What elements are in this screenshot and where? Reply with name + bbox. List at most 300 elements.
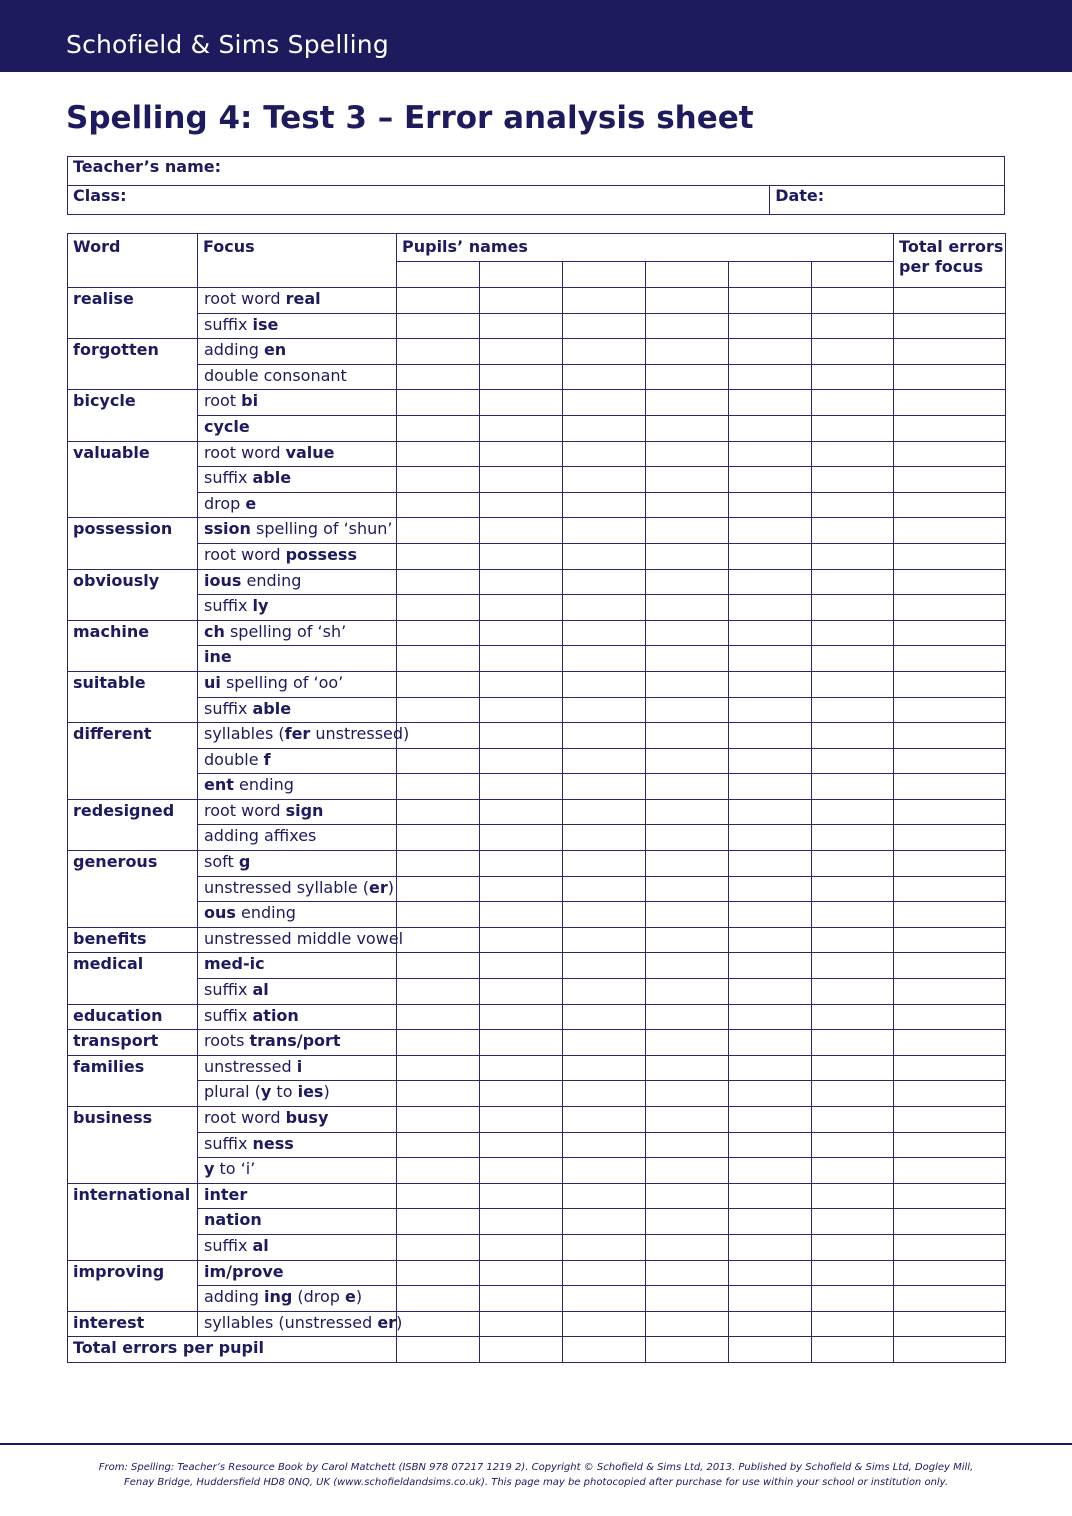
pupil-error-cell[interactable] bbox=[397, 1107, 480, 1133]
pupil-error-cell[interactable] bbox=[563, 620, 646, 646]
total-errors-per-focus-cell[interactable] bbox=[894, 979, 1006, 1005]
pupil-total-cell[interactable] bbox=[480, 1337, 563, 1363]
pupil-error-cell[interactable] bbox=[480, 953, 563, 979]
total-errors-per-focus-cell[interactable] bbox=[894, 415, 1006, 441]
pupil-error-cell[interactable] bbox=[812, 1234, 894, 1260]
pupil-error-cell[interactable] bbox=[480, 697, 563, 723]
pupil-error-cell[interactable] bbox=[397, 1183, 480, 1209]
pupil-error-cell[interactable] bbox=[397, 467, 480, 493]
pupil-error-cell[interactable] bbox=[812, 1183, 894, 1209]
pupil-error-cell[interactable] bbox=[563, 1081, 646, 1107]
pupil-error-cell[interactable] bbox=[397, 902, 480, 928]
pupil-error-cell[interactable] bbox=[646, 1107, 729, 1133]
pupil-error-cell[interactable] bbox=[480, 1030, 563, 1056]
pupil-error-cell[interactable] bbox=[729, 902, 812, 928]
pupil-error-cell[interactable] bbox=[480, 390, 563, 416]
pupil-error-cell[interactable] bbox=[812, 799, 894, 825]
pupil-error-cell[interactable] bbox=[480, 774, 563, 800]
pupil-error-cell[interactable] bbox=[480, 979, 563, 1005]
pupil-error-cell[interactable] bbox=[480, 1260, 563, 1286]
total-errors-per-focus-cell[interactable] bbox=[894, 364, 1006, 390]
pupil-error-cell[interactable] bbox=[563, 390, 646, 416]
pupil-error-cell[interactable] bbox=[480, 313, 563, 339]
pupil-error-cell[interactable] bbox=[397, 1311, 480, 1337]
pupil-error-cell[interactable] bbox=[563, 979, 646, 1005]
pupil-error-cell[interactable] bbox=[397, 927, 480, 953]
pupil-error-cell[interactable] bbox=[646, 518, 729, 544]
pupil-error-cell[interactable] bbox=[646, 313, 729, 339]
pupil-error-cell[interactable] bbox=[646, 1055, 729, 1081]
pupil-error-cell[interactable] bbox=[397, 441, 480, 467]
pupil-error-cell[interactable] bbox=[729, 1004, 812, 1030]
pupil-error-cell[interactable] bbox=[729, 1055, 812, 1081]
pupil-error-cell[interactable] bbox=[646, 697, 729, 723]
pupil-error-cell[interactable] bbox=[397, 646, 480, 672]
pupil-error-cell[interactable] bbox=[729, 441, 812, 467]
pupil-error-cell[interactable] bbox=[812, 492, 894, 518]
pupil-error-cell[interactable] bbox=[646, 774, 729, 800]
total-errors-per-focus-cell[interactable] bbox=[894, 1132, 1006, 1158]
total-errors-per-focus-cell[interactable] bbox=[894, 1004, 1006, 1030]
pupil-error-cell[interactable] bbox=[812, 1004, 894, 1030]
total-errors-per-focus-cell[interactable] bbox=[894, 569, 1006, 595]
total-errors-per-focus-cell[interactable] bbox=[894, 1260, 1006, 1286]
pupil-error-cell[interactable] bbox=[812, 1209, 894, 1235]
pupil-error-cell[interactable] bbox=[646, 748, 729, 774]
pupil-error-cell[interactable] bbox=[729, 364, 812, 390]
pupil-error-cell[interactable] bbox=[563, 518, 646, 544]
pupil-error-cell[interactable] bbox=[646, 902, 729, 928]
pupil-error-cell[interactable] bbox=[646, 646, 729, 672]
pupil-error-cell[interactable] bbox=[397, 953, 480, 979]
total-errors-per-focus-cell[interactable] bbox=[894, 518, 1006, 544]
pupil-name-cell[interactable] bbox=[397, 261, 480, 287]
class-field[interactable] bbox=[68, 186, 770, 215]
pupil-error-cell[interactable] bbox=[563, 851, 646, 877]
pupil-error-cell[interactable] bbox=[397, 799, 480, 825]
total-errors-per-focus-cell[interactable] bbox=[894, 825, 1006, 851]
pupil-error-cell[interactable] bbox=[563, 799, 646, 825]
pupil-error-cell[interactable] bbox=[729, 1158, 812, 1184]
pupil-error-cell[interactable] bbox=[812, 595, 894, 621]
pupil-error-cell[interactable] bbox=[729, 697, 812, 723]
pupil-error-cell[interactable] bbox=[563, 748, 646, 774]
pupil-error-cell[interactable] bbox=[563, 1004, 646, 1030]
pupil-error-cell[interactable] bbox=[397, 1081, 480, 1107]
pupil-error-cell[interactable] bbox=[646, 1209, 729, 1235]
pupil-error-cell[interactable] bbox=[812, 364, 894, 390]
total-errors-per-focus-cell[interactable] bbox=[894, 1158, 1006, 1184]
pupil-error-cell[interactable] bbox=[480, 595, 563, 621]
pupil-error-cell[interactable] bbox=[812, 979, 894, 1005]
pupil-total-cell[interactable] bbox=[563, 1337, 646, 1363]
pupil-error-cell[interactable] bbox=[480, 748, 563, 774]
grand-total-cell[interactable] bbox=[894, 1337, 1006, 1363]
pupil-error-cell[interactable] bbox=[563, 671, 646, 697]
pupil-error-cell[interactable] bbox=[646, 851, 729, 877]
pupil-total-cell[interactable] bbox=[397, 1337, 480, 1363]
pupil-error-cell[interactable] bbox=[812, 902, 894, 928]
pupil-error-cell[interactable] bbox=[397, 595, 480, 621]
total-errors-per-focus-cell[interactable] bbox=[894, 774, 1006, 800]
pupil-error-cell[interactable] bbox=[397, 1055, 480, 1081]
pupil-error-cell[interactable] bbox=[480, 339, 563, 365]
total-errors-per-focus-cell[interactable] bbox=[894, 799, 1006, 825]
pupil-error-cell[interactable] bbox=[480, 671, 563, 697]
pupil-error-cell[interactable] bbox=[812, 1311, 894, 1337]
pupil-error-cell[interactable] bbox=[729, 1286, 812, 1312]
pupil-error-cell[interactable] bbox=[729, 799, 812, 825]
pupil-error-cell[interactable] bbox=[563, 467, 646, 493]
pupil-error-cell[interactable] bbox=[812, 646, 894, 672]
total-errors-per-focus-cell[interactable] bbox=[894, 595, 1006, 621]
pupil-error-cell[interactable] bbox=[646, 1234, 729, 1260]
pupil-error-cell[interactable] bbox=[812, 288, 894, 314]
pupil-error-cell[interactable] bbox=[397, 569, 480, 595]
pupil-error-cell[interactable] bbox=[480, 569, 563, 595]
total-errors-per-focus-cell[interactable] bbox=[894, 620, 1006, 646]
pupil-error-cell[interactable] bbox=[646, 390, 729, 416]
pupil-error-cell[interactable] bbox=[812, 620, 894, 646]
pupil-error-cell[interactable] bbox=[563, 697, 646, 723]
total-errors-per-focus-cell[interactable] bbox=[894, 1030, 1006, 1056]
pupil-error-cell[interactable] bbox=[729, 953, 812, 979]
pupil-error-cell[interactable] bbox=[812, 825, 894, 851]
pupil-error-cell[interactable] bbox=[480, 1311, 563, 1337]
pupil-error-cell[interactable] bbox=[480, 492, 563, 518]
pupil-error-cell[interactable] bbox=[480, 825, 563, 851]
total-errors-per-focus-cell[interactable] bbox=[894, 1081, 1006, 1107]
total-errors-per-focus-cell[interactable] bbox=[894, 1311, 1006, 1337]
pupil-error-cell[interactable] bbox=[397, 288, 480, 314]
pupil-error-cell[interactable] bbox=[397, 390, 480, 416]
total-errors-per-focus-cell[interactable] bbox=[894, 467, 1006, 493]
pupil-error-cell[interactable] bbox=[397, 1286, 480, 1312]
pupil-error-cell[interactable] bbox=[646, 953, 729, 979]
pupil-error-cell[interactable] bbox=[397, 671, 480, 697]
pupil-error-cell[interactable] bbox=[646, 339, 729, 365]
pupil-error-cell[interactable] bbox=[563, 543, 646, 569]
total-errors-per-focus-cell[interactable] bbox=[894, 339, 1006, 365]
pupil-error-cell[interactable] bbox=[812, 1286, 894, 1312]
pupil-error-cell[interactable] bbox=[729, 415, 812, 441]
pupil-error-cell[interactable] bbox=[397, 1004, 480, 1030]
pupil-error-cell[interactable] bbox=[812, 1030, 894, 1056]
pupil-error-cell[interactable] bbox=[480, 646, 563, 672]
pupil-error-cell[interactable] bbox=[812, 339, 894, 365]
pupil-error-cell[interactable] bbox=[646, 979, 729, 1005]
pupil-error-cell[interactable] bbox=[646, 415, 729, 441]
pupil-error-cell[interactable] bbox=[729, 671, 812, 697]
pupil-error-cell[interactable] bbox=[646, 876, 729, 902]
pupil-error-cell[interactable] bbox=[646, 671, 729, 697]
pupil-error-cell[interactable] bbox=[812, 518, 894, 544]
pupil-error-cell[interactable] bbox=[563, 1183, 646, 1209]
pupil-error-cell[interactable] bbox=[812, 1132, 894, 1158]
pupil-total-cell[interactable] bbox=[812, 1337, 894, 1363]
pupil-error-cell[interactable] bbox=[397, 313, 480, 339]
pupil-error-cell[interactable] bbox=[812, 851, 894, 877]
pupil-error-cell[interactable] bbox=[729, 1030, 812, 1056]
pupil-error-cell[interactable] bbox=[480, 1183, 563, 1209]
pupil-error-cell[interactable] bbox=[563, 595, 646, 621]
pupil-error-cell[interactable] bbox=[729, 390, 812, 416]
pupil-error-cell[interactable] bbox=[729, 1183, 812, 1209]
pupil-error-cell[interactable] bbox=[646, 595, 729, 621]
total-errors-per-focus-cell[interactable] bbox=[894, 851, 1006, 877]
total-errors-per-focus-cell[interactable] bbox=[894, 876, 1006, 902]
pupil-error-cell[interactable] bbox=[812, 876, 894, 902]
pupil-error-cell[interactable] bbox=[397, 1158, 480, 1184]
pupil-error-cell[interactable] bbox=[480, 851, 563, 877]
pupil-error-cell[interactable] bbox=[563, 569, 646, 595]
pupil-error-cell[interactable] bbox=[480, 288, 563, 314]
pupil-error-cell[interactable] bbox=[397, 339, 480, 365]
pupil-error-cell[interactable] bbox=[563, 876, 646, 902]
pupil-error-cell[interactable] bbox=[646, 825, 729, 851]
pupil-name-cell[interactable] bbox=[812, 261, 894, 287]
pupil-error-cell[interactable] bbox=[480, 467, 563, 493]
pupil-error-cell[interactable] bbox=[646, 799, 729, 825]
pupil-error-cell[interactable] bbox=[812, 390, 894, 416]
date-field[interactable] bbox=[770, 186, 1005, 215]
total-errors-per-focus-cell[interactable] bbox=[894, 441, 1006, 467]
pupil-error-cell[interactable] bbox=[812, 1260, 894, 1286]
pupil-error-cell[interactable] bbox=[563, 364, 646, 390]
pupil-error-cell[interactable] bbox=[480, 620, 563, 646]
pupil-error-cell[interactable] bbox=[397, 543, 480, 569]
pupil-error-cell[interactable] bbox=[729, 723, 812, 749]
pupil-error-cell[interactable] bbox=[563, 774, 646, 800]
pupil-error-cell[interactable] bbox=[729, 620, 812, 646]
pupil-error-cell[interactable] bbox=[480, 876, 563, 902]
pupil-error-cell[interactable] bbox=[812, 723, 894, 749]
pupil-error-cell[interactable] bbox=[480, 927, 563, 953]
pupil-error-cell[interactable] bbox=[397, 1234, 480, 1260]
pupil-error-cell[interactable] bbox=[563, 288, 646, 314]
pupil-name-cell[interactable] bbox=[646, 261, 729, 287]
pupil-error-cell[interactable] bbox=[480, 1004, 563, 1030]
pupil-error-cell[interactable] bbox=[646, 492, 729, 518]
total-errors-per-focus-cell[interactable] bbox=[894, 1234, 1006, 1260]
pupil-error-cell[interactable] bbox=[480, 441, 563, 467]
total-errors-per-focus-cell[interactable] bbox=[894, 723, 1006, 749]
pupil-error-cell[interactable] bbox=[646, 723, 729, 749]
pupil-error-cell[interactable] bbox=[812, 1055, 894, 1081]
pupil-error-cell[interactable] bbox=[563, 1260, 646, 1286]
pupil-error-cell[interactable] bbox=[812, 543, 894, 569]
pupil-error-cell[interactable] bbox=[646, 620, 729, 646]
pupil-error-cell[interactable] bbox=[812, 1107, 894, 1133]
pupil-error-cell[interactable] bbox=[646, 288, 729, 314]
pupil-error-cell[interactable] bbox=[480, 902, 563, 928]
total-errors-per-focus-cell[interactable] bbox=[894, 697, 1006, 723]
pupil-error-cell[interactable] bbox=[480, 799, 563, 825]
pupil-error-cell[interactable] bbox=[812, 748, 894, 774]
pupil-error-cell[interactable] bbox=[729, 979, 812, 1005]
pupil-error-cell[interactable] bbox=[480, 1107, 563, 1133]
pupil-error-cell[interactable] bbox=[646, 543, 729, 569]
pupil-error-cell[interactable] bbox=[812, 953, 894, 979]
pupil-error-cell[interactable] bbox=[480, 1055, 563, 1081]
pupil-error-cell[interactable] bbox=[480, 1132, 563, 1158]
pupil-error-cell[interactable] bbox=[563, 1311, 646, 1337]
pupil-error-cell[interactable] bbox=[480, 543, 563, 569]
teacher-name-field[interactable] bbox=[68, 157, 1005, 186]
pupil-error-cell[interactable] bbox=[646, 569, 729, 595]
pupil-error-cell[interactable] bbox=[646, 467, 729, 493]
total-errors-per-focus-cell[interactable] bbox=[894, 492, 1006, 518]
pupil-error-cell[interactable] bbox=[646, 1183, 729, 1209]
pupil-error-cell[interactable] bbox=[812, 927, 894, 953]
pupil-error-cell[interactable] bbox=[563, 825, 646, 851]
pupil-error-cell[interactable] bbox=[563, 927, 646, 953]
pupil-error-cell[interactable] bbox=[397, 492, 480, 518]
pupil-error-cell[interactable] bbox=[646, 927, 729, 953]
pupil-error-cell[interactable] bbox=[563, 492, 646, 518]
pupil-error-cell[interactable] bbox=[729, 595, 812, 621]
pupil-error-cell[interactable] bbox=[397, 364, 480, 390]
pupil-error-cell[interactable] bbox=[729, 748, 812, 774]
pupil-error-cell[interactable] bbox=[397, 851, 480, 877]
pupil-error-cell[interactable] bbox=[397, 697, 480, 723]
pupil-error-cell[interactable] bbox=[563, 313, 646, 339]
pupil-error-cell[interactable] bbox=[563, 1055, 646, 1081]
pupil-error-cell[interactable] bbox=[480, 1234, 563, 1260]
pupil-error-cell[interactable] bbox=[729, 825, 812, 851]
pupil-error-cell[interactable] bbox=[729, 1081, 812, 1107]
total-errors-per-focus-cell[interactable] bbox=[894, 1209, 1006, 1235]
total-errors-per-focus-cell[interactable] bbox=[894, 1055, 1006, 1081]
pupil-total-cell[interactable] bbox=[729, 1337, 812, 1363]
pupil-error-cell[interactable] bbox=[563, 1132, 646, 1158]
pupil-error-cell[interactable] bbox=[397, 876, 480, 902]
pupil-error-cell[interactable] bbox=[729, 288, 812, 314]
total-errors-per-focus-cell[interactable] bbox=[894, 1286, 1006, 1312]
total-errors-per-focus-cell[interactable] bbox=[894, 1107, 1006, 1133]
pupil-error-cell[interactable] bbox=[646, 1081, 729, 1107]
pupil-name-cell[interactable] bbox=[480, 261, 563, 287]
pupil-error-cell[interactable] bbox=[563, 415, 646, 441]
pupil-total-cell[interactable] bbox=[646, 1337, 729, 1363]
pupil-error-cell[interactable] bbox=[812, 415, 894, 441]
pupil-error-cell[interactable] bbox=[397, 620, 480, 646]
pupil-error-cell[interactable] bbox=[563, 339, 646, 365]
pupil-error-cell[interactable] bbox=[812, 569, 894, 595]
pupil-error-cell[interactable] bbox=[646, 1311, 729, 1337]
pupil-error-cell[interactable] bbox=[729, 1311, 812, 1337]
pupil-error-cell[interactable] bbox=[729, 569, 812, 595]
pupil-error-cell[interactable] bbox=[563, 1209, 646, 1235]
pupil-error-cell[interactable] bbox=[729, 876, 812, 902]
pupil-error-cell[interactable] bbox=[729, 774, 812, 800]
pupil-error-cell[interactable] bbox=[480, 723, 563, 749]
pupil-error-cell[interactable] bbox=[812, 1081, 894, 1107]
pupil-error-cell[interactable] bbox=[812, 671, 894, 697]
pupil-error-cell[interactable] bbox=[729, 1132, 812, 1158]
pupil-error-cell[interactable] bbox=[812, 697, 894, 723]
pupil-error-cell[interactable] bbox=[729, 646, 812, 672]
pupil-error-cell[interactable] bbox=[397, 518, 480, 544]
pupil-error-cell[interactable] bbox=[729, 851, 812, 877]
pupil-error-cell[interactable] bbox=[397, 1030, 480, 1056]
pupil-error-cell[interactable] bbox=[646, 364, 729, 390]
total-errors-per-focus-cell[interactable] bbox=[894, 288, 1006, 314]
pupil-name-cell[interactable] bbox=[729, 261, 812, 287]
total-errors-per-focus-cell[interactable] bbox=[894, 953, 1006, 979]
pupil-error-cell[interactable] bbox=[397, 415, 480, 441]
pupil-error-cell[interactable] bbox=[397, 748, 480, 774]
pupil-name-cell[interactable] bbox=[563, 261, 646, 287]
pupil-error-cell[interactable] bbox=[480, 364, 563, 390]
pupil-error-cell[interactable] bbox=[729, 1209, 812, 1235]
pupil-error-cell[interactable] bbox=[480, 1081, 563, 1107]
pupil-error-cell[interactable] bbox=[397, 825, 480, 851]
pupil-error-cell[interactable] bbox=[729, 313, 812, 339]
pupil-error-cell[interactable] bbox=[480, 1209, 563, 1235]
total-errors-per-focus-cell[interactable] bbox=[894, 390, 1006, 416]
pupil-error-cell[interactable] bbox=[812, 313, 894, 339]
pupil-error-cell[interactable] bbox=[646, 1132, 729, 1158]
pupil-error-cell[interactable] bbox=[563, 441, 646, 467]
pupil-error-cell[interactable] bbox=[563, 953, 646, 979]
pupil-error-cell[interactable] bbox=[646, 1158, 729, 1184]
pupil-error-cell[interactable] bbox=[480, 415, 563, 441]
pupil-error-cell[interactable] bbox=[397, 979, 480, 1005]
pupil-error-cell[interactable] bbox=[729, 543, 812, 569]
pupil-error-cell[interactable] bbox=[397, 1260, 480, 1286]
pupil-error-cell[interactable] bbox=[729, 1260, 812, 1286]
pupil-error-cell[interactable] bbox=[729, 518, 812, 544]
pupil-error-cell[interactable] bbox=[480, 518, 563, 544]
pupil-error-cell[interactable] bbox=[812, 467, 894, 493]
pupil-error-cell[interactable] bbox=[646, 1030, 729, 1056]
pupil-error-cell[interactable] bbox=[563, 902, 646, 928]
pupil-error-cell[interactable] bbox=[729, 927, 812, 953]
pupil-error-cell[interactable] bbox=[480, 1158, 563, 1184]
pupil-error-cell[interactable] bbox=[729, 1234, 812, 1260]
pupil-error-cell[interactable] bbox=[729, 492, 812, 518]
pupil-error-cell[interactable] bbox=[563, 723, 646, 749]
pupil-error-cell[interactable] bbox=[563, 646, 646, 672]
total-errors-per-focus-cell[interactable] bbox=[894, 748, 1006, 774]
total-errors-per-focus-cell[interactable] bbox=[894, 671, 1006, 697]
pupil-error-cell[interactable] bbox=[729, 467, 812, 493]
total-errors-per-focus-cell[interactable] bbox=[894, 927, 1006, 953]
pupil-error-cell[interactable] bbox=[729, 1107, 812, 1133]
total-errors-per-focus-cell[interactable] bbox=[894, 313, 1006, 339]
pupil-error-cell[interactable] bbox=[646, 1286, 729, 1312]
pupil-error-cell[interactable] bbox=[563, 1158, 646, 1184]
total-errors-per-focus-cell[interactable] bbox=[894, 902, 1006, 928]
pupil-error-cell[interactable] bbox=[480, 1286, 563, 1312]
pupil-error-cell[interactable] bbox=[563, 1030, 646, 1056]
pupil-error-cell[interactable] bbox=[397, 774, 480, 800]
pupil-error-cell[interactable] bbox=[563, 1107, 646, 1133]
pupil-error-cell[interactable] bbox=[646, 1260, 729, 1286]
pupil-error-cell[interactable] bbox=[812, 1158, 894, 1184]
pupil-error-cell[interactable] bbox=[397, 1132, 480, 1158]
pupil-error-cell[interactable] bbox=[812, 774, 894, 800]
pupil-error-cell[interactable] bbox=[397, 1209, 480, 1235]
pupil-error-cell[interactable] bbox=[646, 1004, 729, 1030]
total-errors-per-focus-cell[interactable] bbox=[894, 646, 1006, 672]
pupil-error-cell[interactable] bbox=[646, 441, 729, 467]
pupil-error-cell[interactable] bbox=[812, 441, 894, 467]
pupil-error-cell[interactable] bbox=[729, 339, 812, 365]
total-errors-per-focus-cell[interactable] bbox=[894, 1183, 1006, 1209]
total-errors-per-focus-cell[interactable] bbox=[894, 543, 1006, 569]
